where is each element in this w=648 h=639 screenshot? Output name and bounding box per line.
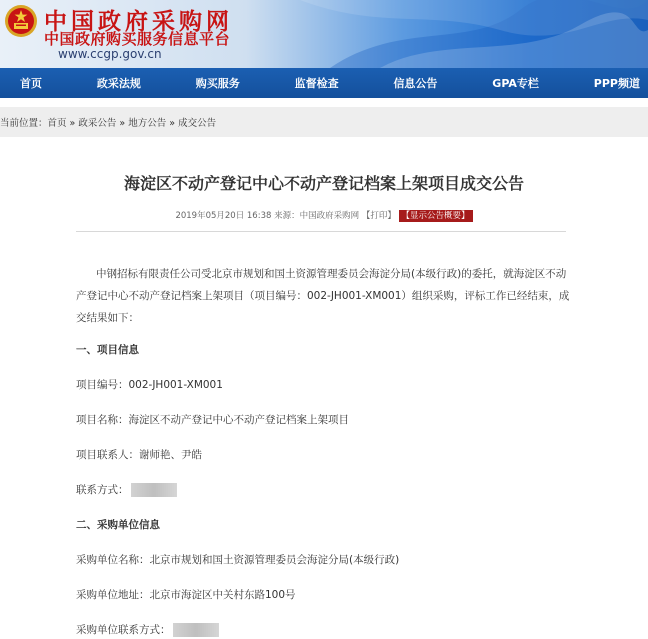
breadcrumb [0,115,216,129]
nav-item-gpa[interactable]: GPA专栏 [492,77,539,90]
national-emblem-icon [4,4,38,38]
site-subtitle: 中国政府购买服务信息平台 [44,30,231,48]
meta-source: 来源：中国政府采购网 [274,211,360,221]
project-number: 项目编号：002-JH001-XM001 [76,379,223,391]
buyer-contact [76,622,219,637]
breadcrumb-prefix: 当前位置： [0,118,48,129]
redacted-contact [131,483,177,497]
buyer-name: 采购单位名称：北京市规划和国土资源管理委员会海淀分局(本级行政) [76,554,400,566]
redacted-buyer-contact [173,623,219,637]
buyer-address: 采购单位地址：北京市海淀区中关村东路100号 [76,589,296,601]
breadcrumb-link-home[interactable]: 首页 [47,118,67,129]
print-link[interactable]: 【打印】 [361,211,396,221]
nav-item-ppp[interactable]: PPP频道 [593,77,640,90]
project-contact: 项目联系人：谢师艳、尹皓 [76,449,202,461]
breadcrumb-link-procurement[interactable]: 政采公告 [78,118,117,129]
main-nav [0,68,648,98]
section-project-info: 一、项目信息 [76,344,139,356]
article-title: 海淀区不动产登记中心不动产登记档案上架项目成交公告 [123,174,524,193]
header-banner [0,0,648,68]
meta-date: 2019年05月20日 16:38 [175,211,272,221]
breadcrumb-separator: » [116,118,129,129]
breadcrumb-separator: » [166,118,179,129]
breadcrumb-link-deal[interactable]: 成交公告 [178,118,217,129]
breadcrumb-separator: » [66,118,79,129]
site-url: www.ccgp.gov.cn [58,47,162,61]
section-buyer-info: 二、采购单位信息 [76,519,160,531]
title-divider [76,231,566,232]
intro-paragraph: 中钢招标有限责任公司受北京市规划和国土资源管理委员会海淀分局(本级行政)的委托，就海淀区不动产登记中心不动产登记档案上架项目（项目编号：002-JH001-XM001）组织采购，评标工作已经结束，成交结果如下： [76,268,570,324]
nav-item-home[interactable]: 首页 [20,77,42,90]
buyer-contact-label: 采购单位联系方式： [76,624,171,636]
nav-item-supervision[interactable]: 监督检查 [294,77,339,90]
nav-item-purchase-services[interactable]: 购买服务 [195,77,240,90]
project-name: 项目名称：海淀区不动产登记中心不动产登记档案上架项目 [76,414,349,426]
breadcrumb-bar [0,107,648,137]
nav-item-announcements[interactable]: 信息公告 [393,77,438,90]
contact-info [76,482,177,497]
show-summary-button[interactable]: 【显示公告概要】 [399,210,473,222]
breadcrumb-link-local[interactable]: 地方公告 [128,118,167,129]
contact-label: 联系方式： [76,484,129,496]
site-title: 中国政府采购网 [44,8,233,35]
article-meta [0,209,648,221]
nav-item-regulations[interactable]: 政采法规 [96,77,141,90]
